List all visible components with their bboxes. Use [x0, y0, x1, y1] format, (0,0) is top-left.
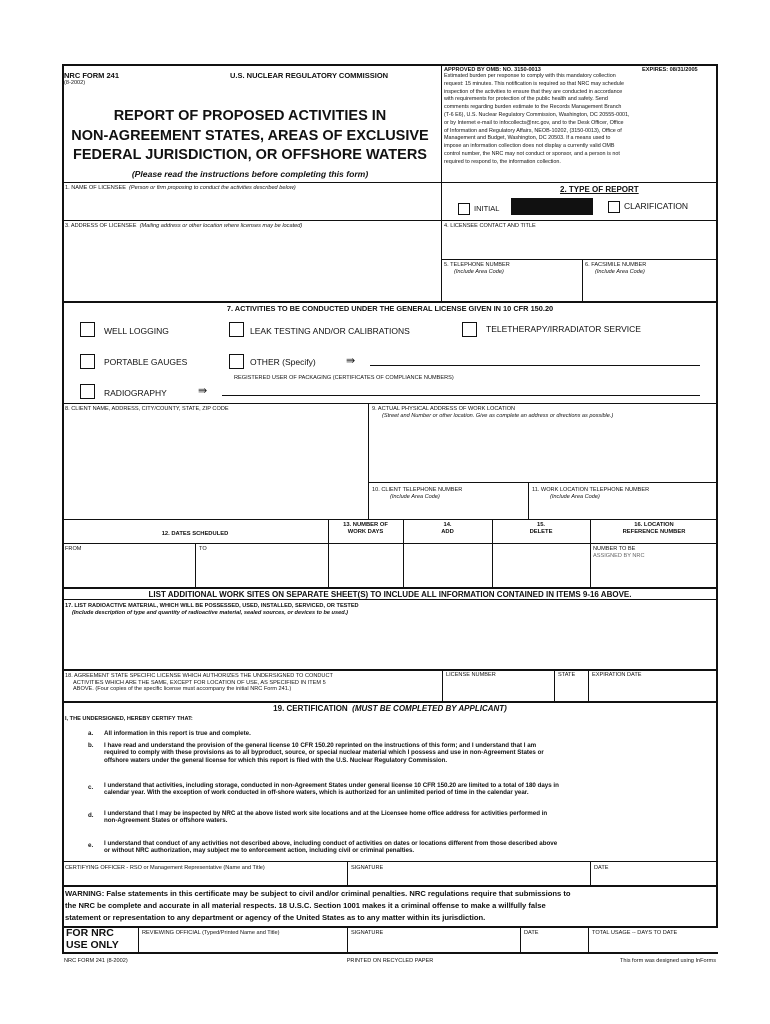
burden-line: of Information and Regulatory Affairs, NEOB-10202, (3150-0013), Office of: [444, 127, 622, 134]
license-number-label: LICENSE NUMBER: [446, 672, 496, 678]
divider: [347, 861, 348, 885]
type-clarification-label: CLARIFICATION: [624, 201, 689, 211]
rule: [62, 519, 718, 520]
burden-statement: [444, 73, 716, 167]
redaction-mark: [511, 198, 593, 215]
item-letter: a.: [88, 730, 94, 737]
expiration-date-label: EXPIRATION DATE: [592, 672, 642, 678]
instructions-note: (Please read the instructions before completing this form): [131, 169, 369, 179]
burden-line: Estimated burden per response to comply with this mandatory collection: [444, 73, 616, 79]
form-id: NRC FORM 241: [64, 71, 120, 80]
field-3-hint: (Mailing address or other location where licenses may be located): [139, 223, 303, 229]
well-logging-checkbox[interactable]: [80, 322, 95, 337]
rule: [441, 259, 718, 260]
field-9-hint: (Street and Number or other location. Give as complete an address or directions as possible.): [382, 413, 614, 419]
rule: [62, 403, 718, 404]
burden-line: comments regarding burden estimate to the Records Management Branch: [444, 104, 622, 111]
radiography-line[interactable]: [222, 395, 700, 396]
nrc-form-241: [62, 64, 718, 964]
certification-note: (MUST BE COMPLETED BY APPLICANT): [352, 704, 507, 713]
total-usage-label: TOTAL USAGE -- DAYS TO DATE: [592, 930, 678, 936]
type-clarification-checkbox[interactable]: [608, 201, 620, 213]
rule: [62, 599, 718, 600]
field-8-label: 8. CLIENT NAME, ADDRESS, CITY/COUNTY, STATE, ZIP CODE: [65, 406, 229, 412]
item-letter: e.: [88, 842, 94, 849]
divider: [442, 669, 443, 701]
field-3-text: 3. ADDRESS OF LICENSEE: [65, 223, 137, 229]
to-date-label: TO: [199, 546, 207, 552]
header-line: WORK DAYS: [347, 529, 384, 535]
divider: [347, 926, 348, 952]
rule: [368, 482, 718, 483]
portable-gauges-label: PORTABLE GAUGES: [104, 357, 188, 367]
rule: [62, 587, 718, 589]
agency-name: U.S. NUCLEAR REGULATORY COMMISSION: [230, 71, 389, 80]
divider: [368, 403, 369, 519]
type-initial-checkbox[interactable]: [458, 203, 470, 215]
field-2-label: 2. TYPE OF REPORT: [560, 185, 639, 194]
divider: [590, 861, 591, 885]
field-5-hint: (Include Area Code): [454, 269, 504, 275]
burden-line: inspection of the activities to ensure that they are conducted in accordance: [444, 88, 623, 95]
nrc-use-only: [66, 928, 119, 951]
field-10-label: 10. CLIENT TELEPHONE NUMBER: [372, 487, 463, 493]
col-14-header: [403, 522, 492, 536]
nrc-use-line: FOR NRC: [66, 927, 114, 939]
footer-form-id: NRC FORM 241 (8-2002): [64, 958, 128, 964]
col-12-header: 12. DATES SCHEDULED: [161, 531, 229, 537]
title-line-2: NON-AGREEMENT STATES, AREAS OF EXCLUSIVE: [71, 127, 429, 144]
burden-line: (T-6 E6), U.S. Nuclear Regulatory Commission, Washington, DC 20555-0001,: [444, 111, 630, 118]
certify-line: or without NRC authorization, may subject me to enforcement action, including civil or criminal penalties.: [104, 847, 415, 855]
divider: [528, 482, 529, 519]
burden-line: Management and Budget, Washington, DC 20503. If a means used to: [444, 135, 611, 142]
divider: [520, 926, 521, 952]
arrow-icon: ⇛: [346, 355, 356, 367]
item-letter: d.: [88, 812, 94, 819]
form-revision: (8-2002): [64, 80, 86, 86]
field-18-line: 18. AGREEMENT STATE SPECIFIC LICENSE WHICH AUTHORIZES THE UNDERSIGNED TO CONDUCT: [65, 673, 333, 679]
omb-number: APPROVED BY OMB: NO. 3150-0013: [444, 67, 541, 73]
rule: [62, 301, 718, 303]
item-letter: b.: [88, 742, 94, 749]
certifying-officer-label: CERTIFYING OFFICER - RSO or Management Representative (Name and Title): [65, 865, 265, 871]
leak-testing-checkbox[interactable]: [229, 322, 244, 337]
field-1-label: [65, 185, 296, 191]
form-bottom-border: [62, 952, 718, 954]
field-17-label: 17. LIST RADIOACTIVE MATERIAL, WHICH WILL BE POSSESSED, USED, INSTALLED, SERVICED, OR TESTED: [65, 603, 359, 609]
certify-line: offshore waters under the general license for which this report is filed with the U.S. Nuclear Regulatory Commission.: [104, 756, 448, 764]
well-logging-label: WELL LOGGING: [104, 326, 169, 336]
rule: [62, 669, 718, 671]
rule: [62, 861, 718, 862]
certify-item-b: [104, 742, 544, 764]
form-top-border: [62, 64, 718, 66]
additional-sites-notice: LIST ADDITIONAL WORK SITES ON SEPARATE SHEET(S) TO INCLUDE ALL INFORMATION CONTAINED IN ITEMS 9-16 ABOVE.: [148, 590, 632, 599]
assigned-by-nrc-label: ASSIGNED BY NRC: [593, 553, 645, 559]
form-left-border: [62, 64, 64, 952]
burden-line: with requirements for protection of the public health and safety. Send: [444, 96, 608, 103]
warning-line: WARNING: False statements in this certificate may be subject to civil and/or criminal penalties. NRC regulations require that submissions to: [65, 889, 571, 898]
field-1-hint: (Person or firm proposing to conduct the activities described below): [129, 185, 296, 191]
date-label: DATE: [594, 865, 609, 871]
divider: [588, 669, 589, 701]
registered-user-label: REGISTERED USER OF PACKAGING (CERTIFICATES OF COMPLIANCE NUMBERS): [234, 375, 454, 381]
divider: [441, 182, 442, 301]
certify-line: I understand that activities, including storage, conducted in non-Agreement States under general license 10 CFR 150.20 are limited to a total of 180 days in: [104, 782, 559, 789]
form-right-border: [716, 64, 718, 926]
header-divider: [441, 64, 442, 182]
other-specify-line[interactable]: [370, 365, 700, 366]
field-18-line: ACTIVITIES WHICH ARE THE SAME, EXCEPT FOR LOCATION OF USE, AS SPECIFIED IN ITEM 5: [73, 679, 326, 686]
header-line: ADD: [441, 529, 454, 535]
portable-gauges-checkbox[interactable]: [80, 354, 95, 369]
nrc-date-label: DATE: [524, 930, 539, 936]
teletherapy-checkbox[interactable]: [462, 322, 477, 337]
certify-line: I understand that I may be inspected by NRC at the above listed work site locations and at the Licensee home office address for activities performed in: [104, 810, 548, 817]
nrc-use-line: USE ONLY: [66, 938, 119, 951]
certify-item-e: [104, 840, 557, 855]
field-1-text: 1. NAME OF LICENSEE: [65, 185, 126, 191]
item-letter: c.: [88, 784, 94, 791]
certify-line: non-Agreement States or offshore waters.: [104, 817, 228, 825]
burden-line: impose an information collection does not display a currently valid OMB: [444, 143, 615, 150]
divider: [195, 543, 196, 587]
header-line: REFERENCE NUMBER: [622, 529, 686, 535]
nrc-signature-label: SIGNATURE: [351, 930, 384, 936]
header-line: 15.: [536, 522, 546, 528]
certify-line: All information in this report is true and complete.: [104, 730, 251, 737]
warning-line: the NRC be complete and accurate in all material respects. 18 U.S.C. Section 1001 makes it a criminal offense to make a willfully false: [65, 901, 546, 910]
col-13-header: [328, 522, 403, 536]
field-11-hint: (Include Area Code): [550, 494, 600, 500]
field-9-label: 9. ACTUAL PHYSICAL ADDRESS OF WORK LOCATION: [372, 406, 516, 412]
warning-line: statement or representation to any department or agency of the United States as to any matter within its jurisdiction.: [65, 913, 486, 922]
radiography-checkbox[interactable]: [80, 384, 95, 399]
designed-informs: This form was designed using InForms: [619, 958, 716, 964]
certify-line: I have read and understand the provision of the general license 10 CFR 150.20 reprinted on the instructions of this form; and I understand that I am: [104, 742, 537, 749]
teletherapy-label: TELETHERAPY/IRRADIATOR SERVICE: [486, 324, 641, 334]
certification-heading: [62, 704, 718, 713]
rule: [62, 701, 718, 703]
field-3-label: [65, 223, 302, 229]
title-line-1: REPORT OF PROPOSED ACTIVITIES IN: [113, 108, 387, 124]
divider: [138, 926, 139, 952]
field-18-label: [65, 673, 333, 693]
rule: [62, 220, 718, 221]
divider: [554, 669, 555, 701]
other-activity-label: OTHER (Specify): [250, 357, 316, 367]
field-10-hint: (Include Area Code): [390, 494, 440, 500]
arrow-icon: ⇛: [198, 385, 208, 397]
field-17-hint: (Include description of type and quantity of radioactive material, sealed sources, or devices to be used.): [72, 610, 349, 616]
printed-recycled: PRINTED ON RECYCLED PAPER: [346, 958, 434, 964]
field-6-label: 6. FACSIMILE NUMBER: [585, 262, 647, 268]
field-18-line: ABOVE. (Four copies of the specific license must accompany the initial NRC Form 241.): [73, 686, 292, 693]
certify-item-a: [104, 730, 251, 737]
report-title: [62, 107, 438, 166]
certify-item-d: [104, 810, 547, 825]
divider: [588, 926, 589, 952]
rule: [62, 926, 718, 928]
reviewing-official-label: REVIEWING OFFICIAL (Typed/Printed Name and Title): [142, 930, 280, 936]
rule: [62, 543, 718, 544]
from-date-label: FROM: [65, 546, 82, 552]
field-4-label: 4. LICENSEE CONTACT AND TITLE: [444, 223, 536, 229]
certification-title: 19. CERTIFICATION: [273, 704, 348, 713]
burden-line: request: 15 minutes. This notification is required so that NRC may schedule: [444, 80, 624, 87]
field-5-label: 5. TELEPHONE NUMBER: [444, 262, 510, 268]
rule: [62, 885, 718, 887]
certify-intro: I, THE UNDERSIGNED, HEREBY CERTIFY THAT:: [65, 716, 193, 722]
header-line: 13. NUMBER OF: [343, 522, 388, 528]
section-7-heading: 7. ACTIVITIES TO BE CONDUCTED UNDER THE GENERAL LICENSE GIVEN IN 10 CFR 150.20: [226, 304, 554, 313]
burden-line: or by Internet e-mail to infocollects@nrc.gov, and to the Desk Officer, Office: [444, 119, 624, 126]
certify-line: required to comply with these provisions as to all byproduct, source, or special nuclear material which I possess and use in non-Agreement States or: [104, 749, 544, 757]
field-11-label: 11. WORK LOCATION TELEPHONE NUMBER: [532, 487, 650, 493]
divider: [582, 259, 583, 301]
omb-expires: EXPIRES: 08/31/2005: [642, 67, 698, 73]
header-line: 16. LOCATION: [634, 522, 674, 528]
certify-line: calendar year. With the exception of work conducted in off-shore waters, which is authorized for an unlimited period of time in the calendar year.: [104, 789, 529, 797]
certify-line: I understand that conduct of any activities not described above, including conduct of activities on dates or locations different from those described above: [104, 840, 558, 847]
field-6-hint: (Include Area Code): [595, 269, 645, 275]
other-activity-checkbox[interactable]: [229, 354, 244, 369]
certify-item-c: [104, 782, 559, 797]
rule: [62, 182, 718, 183]
number-to-be-label: NUMBER TO BE: [593, 546, 636, 552]
type-initial-label: INITIAL: [474, 204, 500, 213]
radiography-label: RADIOGRAPHY: [104, 388, 167, 398]
burden-line: control number, the NRC may not conduct or sponsor, and a person is not: [444, 150, 620, 157]
state-label: STATE: [558, 672, 576, 678]
warning-text: [65, 888, 571, 924]
leak-testing-label: LEAK TESTING AND/OR CALIBRATIONS: [250, 326, 410, 336]
header-line: 14.: [443, 522, 452, 528]
col-16-header: [590, 522, 718, 536]
signature-label: SIGNATURE: [351, 865, 384, 871]
title-line-3: FEDERAL JURISDICTION, OR OFFSHORE WATERS: [73, 147, 427, 163]
header-line: DELETE: [529, 529, 553, 535]
col-15-header: [492, 522, 590, 536]
burden-line: required to respond to, the information collection.: [444, 158, 561, 165]
